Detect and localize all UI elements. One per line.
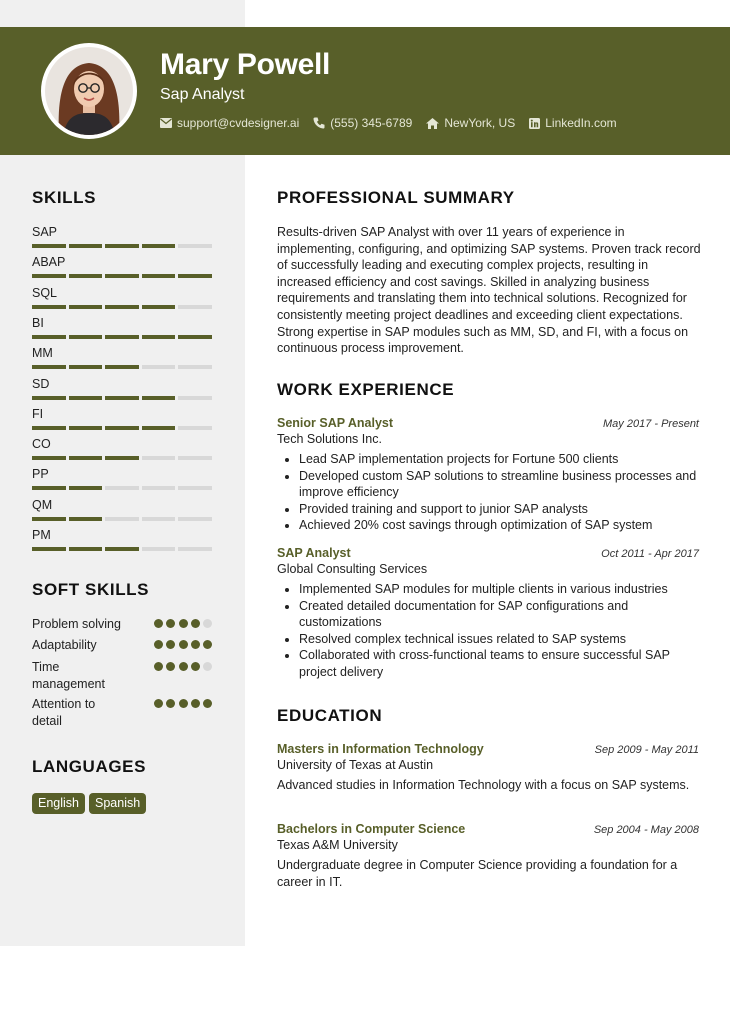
avatar (41, 43, 137, 139)
rating-dot (191, 699, 200, 708)
languages-title: LANGUAGES (32, 757, 147, 776)
skill-level-segment (142, 396, 176, 400)
contact-email[interactable] (160, 116, 299, 130)
skill-level-segment (178, 456, 212, 460)
education-date: Sep 2009 - May 2011 (594, 744, 699, 756)
skill-level-segment (105, 547, 139, 551)
skill-level-segment (142, 486, 176, 490)
education-entry (277, 742, 699, 794)
rating-dot (191, 662, 200, 671)
skill-level-segment (178, 335, 212, 339)
rating-dot (166, 640, 175, 649)
skill-level-bar (32, 486, 212, 490)
skill-name: SAP (32, 225, 58, 239)
education-entry (277, 822, 699, 890)
contact-location (426, 116, 515, 130)
soft-skills-title: SOFT SKILLS (32, 580, 150, 599)
skill-row (32, 377, 212, 400)
skill-level-segment (69, 396, 103, 400)
skill-level-segment (105, 244, 139, 248)
soft-skill-name: Time management (32, 660, 105, 691)
education-description: Undergraduate degree in Computer Science providing a foundation for a career in IT. (277, 858, 678, 889)
list-item: • Provided training and support to junior SAP analysts (299, 501, 699, 518)
job-entry (277, 546, 699, 681)
skill-level-segment (69, 274, 103, 278)
rating-dot (179, 699, 188, 708)
rating-dot (203, 619, 212, 628)
skill-level-segment (142, 517, 176, 521)
skill-level-segment (105, 517, 139, 521)
soft-skill-rating (154, 662, 212, 692)
job-company: Global Consulting Services (277, 562, 428, 576)
skill-level-segment (178, 517, 212, 521)
skill-level-segment (32, 456, 66, 460)
soft-skill-rating (154, 619, 212, 633)
skill-level-bar (32, 456, 212, 460)
soft-skill-rating (154, 640, 212, 654)
education-title: EDUCATION (277, 706, 383, 725)
envelope-icon (160, 118, 172, 128)
job-date: May 2017 - Present (603, 418, 699, 430)
skill-level-segment (142, 274, 176, 278)
skill-name: ABAP (32, 255, 66, 270)
skill-level-segment (178, 244, 212, 248)
skill-row (32, 437, 212, 460)
skill-level-segment (69, 335, 103, 339)
rating-dot (154, 699, 163, 708)
school-name: Texas A&M University (277, 838, 398, 852)
rating-dot (179, 662, 188, 671)
skill-level-segment (142, 335, 176, 339)
skill-level-segment (105, 456, 139, 460)
rating-dot (191, 640, 200, 649)
rating-dot (154, 662, 163, 671)
skill-level-bar (32, 335, 212, 339)
skill-row (32, 467, 212, 490)
summary-title: PROFESSIONAL SUMMARY (277, 188, 515, 207)
soft-skill-row (32, 616, 212, 633)
skill-level-segment (69, 517, 103, 521)
school-name: University of Texas at Austin (277, 758, 434, 772)
skill-level-bar (32, 244, 212, 248)
rating-dot (203, 662, 212, 671)
skill-level-segment (69, 244, 103, 248)
degree-title: Bachelors in Computer Science (277, 822, 466, 836)
contact-email-text: support@cvdesigner.ai (177, 116, 300, 130)
job-bullets (277, 451, 699, 534)
language-badge: English (32, 793, 85, 814)
contact-bar (160, 116, 617, 130)
skill-level-segment (32, 244, 66, 248)
skill-row (32, 346, 212, 369)
skill-level-segment (178, 396, 212, 400)
skill-level-segment (32, 486, 66, 490)
skill-level-segment (105, 365, 139, 369)
job-bullets (277, 581, 699, 681)
list-item: • Achieved 20% cost savings through optimization of SAP system (299, 517, 699, 534)
rating-dot (191, 619, 200, 628)
skill-level-segment (178, 365, 212, 369)
rating-dot (166, 699, 175, 708)
skill-row (32, 498, 212, 521)
job-title: SAP Analyst (277, 546, 351, 560)
skill-level-segment (178, 305, 212, 309)
skill-level-segment (32, 274, 66, 278)
list-item: • Developed custom SAP solutions to streamline business processes and improve efficiency (299, 468, 699, 501)
skill-level-segment (69, 547, 103, 551)
skill-name: SQL (32, 285, 58, 300)
soft-skill-row (32, 659, 212, 692)
skill-level-segment (178, 547, 212, 551)
contact-location-text: NewYork, US (444, 116, 516, 130)
education-description: Advanced studies in Information Technology with a focus on SAP systems. (277, 778, 690, 792)
skill-level-segment (105, 274, 139, 278)
skill-level-segment (69, 456, 103, 460)
skill-row (32, 528, 212, 551)
rating-dot (203, 640, 212, 649)
soft-skill-row (32, 696, 212, 729)
rating-dot (154, 640, 163, 649)
skill-level-segment (105, 486, 139, 490)
skill-level-segment (69, 365, 103, 369)
skill-name: BI (32, 315, 44, 330)
skill-name: MM (32, 346, 53, 361)
job-company: Tech Solutions Inc. (277, 432, 382, 446)
soft-skill-rating (154, 699, 212, 729)
skill-level-segment (69, 426, 103, 430)
skill-level-segment (32, 426, 66, 430)
skill-row (32, 316, 212, 339)
candidate-role: Sap Analyst (160, 86, 245, 103)
skill-row (32, 255, 212, 278)
job-title: Senior SAP Analyst (277, 416, 394, 430)
skill-level-bar (32, 396, 212, 400)
skill-level-segment (142, 365, 176, 369)
rating-dot (179, 640, 188, 649)
skill-name: QM (32, 497, 53, 512)
skill-level-segment (105, 426, 139, 430)
rating-dot (166, 619, 175, 628)
list-item: • Created detailed documentation for SAP configurations and customizations (299, 598, 699, 631)
skill-row (32, 225, 212, 248)
skill-level-bar (32, 517, 212, 521)
skill-level-segment (142, 244, 176, 248)
skill-level-bar (32, 426, 212, 430)
skill-level-segment (178, 486, 212, 490)
rating-dot (166, 662, 175, 671)
list-item: • Resolved complex technical issues related to SAP systems (299, 631, 699, 648)
skill-name: FI (32, 406, 44, 421)
skill-level-segment (105, 396, 139, 400)
soft-skill-name: Problem solving (32, 617, 121, 631)
home-icon (426, 118, 439, 129)
skill-level-segment (32, 547, 66, 551)
languages-list (32, 793, 146, 814)
skill-level-segment (32, 335, 66, 339)
list-item: • Collaborated with cross-functional teams to ensure successful SAP project delivery (299, 647, 699, 680)
contact-phone-text: (555) 345-6789 (330, 116, 413, 130)
contact-linkedin[interactable] (529, 116, 616, 130)
phone-icon (313, 117, 325, 129)
skill-name: PP (32, 467, 49, 482)
skill-row (32, 407, 212, 430)
skill-level-segment (178, 274, 212, 278)
skill-level-segment (69, 305, 103, 309)
skill-level-segment (32, 517, 66, 521)
skill-name: CO (32, 437, 51, 452)
skill-level-segment (142, 426, 176, 430)
education-date: Sep 2004 - May 2008 (593, 824, 699, 836)
rating-dot (203, 699, 212, 708)
skill-name: SD (32, 376, 50, 391)
summary-text: Results-driven SAP Analyst with over 11 years of experience in implementing, configuring, and optimizing SAP systems. Proven track record of successfully leading and executing complex projects, resulting in increased efficiency and cost savings. Skilled in analyzing business requirements and translating them into technical solutions. Recognized for consistently meeting project deadlines and exceeding client expectations. Strong expertise in SAP modules such as MM, SD, and FI, with a focus on continuous process improvement. (277, 225, 701, 356)
list-item: • Lead SAP implementation projects for Fortune 500 clients (299, 451, 699, 468)
job-date: Oct 2011 - Apr 2017 (601, 548, 699, 560)
soft-skill-name: Attention to detail (32, 697, 96, 728)
skill-level-bar (32, 547, 212, 551)
degree-title: Masters in Information Technology (277, 742, 484, 756)
soft-skill-name: Adaptability (32, 638, 97, 652)
skill-level-segment (32, 365, 66, 369)
skill-level-segment (105, 305, 139, 309)
candidate-name: Mary Powell (160, 48, 331, 81)
skill-level-segment (142, 456, 176, 460)
language-badge: Spanish (89, 793, 146, 814)
skill-level-segment (178, 426, 212, 430)
skill-level-segment (105, 335, 139, 339)
list-item: • Implemented SAP modules for multiple clients in various industries (299, 581, 699, 598)
skill-level-segment (142, 305, 176, 309)
skill-level-bar (32, 365, 212, 369)
rating-dot (154, 619, 163, 628)
soft-skill-row (32, 637, 212, 654)
skill-level-segment (32, 396, 66, 400)
job-entry (277, 416, 699, 534)
contact-linkedin-text: LinkedIn.com (545, 116, 617, 130)
skill-level-segment (142, 547, 176, 551)
linkedin-icon (529, 118, 540, 129)
skill-name: PM (32, 528, 51, 542)
skill-level-segment (32, 305, 66, 309)
skill-level-bar (32, 305, 212, 309)
skill-level-segment (69, 486, 103, 490)
skill-row (32, 286, 212, 309)
skill-level-bar (32, 274, 212, 278)
work-title: WORK EXPERIENCE (277, 380, 455, 399)
contact-phone[interactable] (313, 116, 412, 130)
skills-title: SKILLS (32, 188, 97, 207)
rating-dot (179, 619, 188, 628)
